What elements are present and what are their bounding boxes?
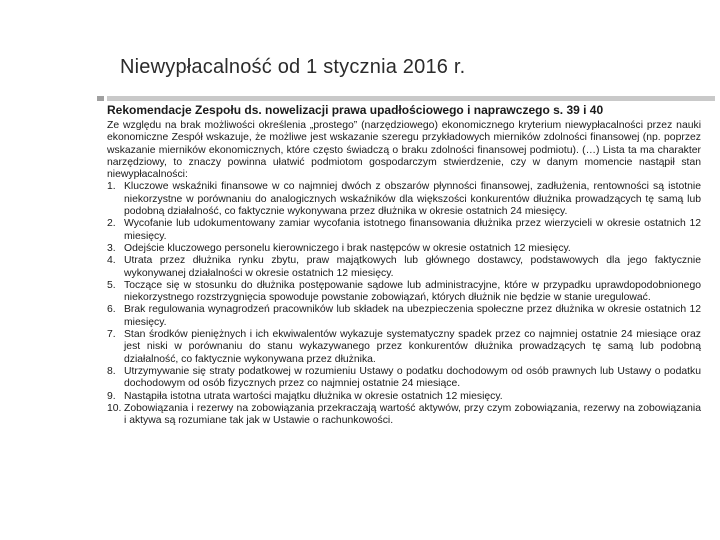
item-text: Stan środków pieniężnych i ich ekwiwalentów wykazuje systematyczny spadek przez co najmniej ostatnie 24 miesiące oraz jest niski w porównaniu do stanu wykazywanego przez konkurentów dłużnika prowadzących tę samą lub podobną działalność, co faktycznie wykonywana przez dłużnika.: [124, 329, 701, 365]
item-number: 1.: [107, 181, 116, 193]
list-item: [107, 366, 701, 391]
item-number: 7.: [107, 329, 116, 341]
item-number: 5.: [107, 279, 116, 291]
list-item: [107, 181, 701, 218]
item-text: Utrzymywanie się straty podatkowej w rozumieniu Ustawy o podatku dochodowym od osób prawnych lub Ustawy o podatku dochodowym od osób fizycznych przez co najmniej ostatnie 24 miesiące.: [124, 365, 701, 390]
list-item: [107, 329, 701, 366]
title-divider: [107, 96, 715, 101]
divider-accent: [97, 96, 104, 101]
item-number: 3.: [107, 242, 116, 254]
item-number: 4.: [107, 255, 116, 267]
list-item: [107, 218, 701, 243]
item-number: 6.: [107, 304, 116, 316]
item-number: 10.: [107, 402, 122, 414]
list-item: [107, 304, 701, 329]
criteria-list: [107, 181, 701, 427]
intro-paragraph: Ze względu na brak możliwości określenia „prostego” (narzędziowego) ekonomicznego kryterium niewypłacalności przez nauki ekonomiczne Zespół wskazuje, że możliwe jest wskazanie szeregu przykładowych mierników zdolności finansowej (np. poprzez wskazanie mierników ekonomicznych, które często świadczą o braku zdolności finansowej podmiotu). (…) Lista ta ma charakter narzędziowy, to znaczy powinna ułatwić podmiotom gospodarczym stwierdzenie, czy w danym momencie nastąpił stan niewypłacalności:: [107, 120, 701, 181]
list-item: [107, 403, 701, 428]
list-item: [107, 243, 701, 255]
item-text: Utrata przez dłużnika rynku zbytu, praw majątkowych lub głównego dostawcy, podstawowych dla jego faktycznie wykonywanej działalności w okresie ostatnich 12 miesięcy.: [124, 255, 701, 279]
content-body: [107, 103, 701, 427]
item-text: Brak regulowania wynagrodzeń pracowników lub składek na ubezpieczenia społeczne przez dłużnika w okresie ostatnich 12 miesięcy.: [124, 304, 701, 328]
item-text: Odejście kluczowego personelu kierowniczego i brak następców w okresie ostatnich 12 miesięcy.: [124, 242, 571, 254]
list-item: [107, 391, 701, 403]
item-text: Toczące się w stosunku do dłużnika postępowanie sądowe lub administracyjne, które w przypadku uprawdopodobnionego niekorzystnego rozstrzygnięcia spowoduje powstanie zobowiązań, których dłużnik nie będzie w stanie uregulować.: [124, 279, 701, 304]
list-item: [107, 280, 701, 305]
item-number: 2.: [107, 218, 116, 230]
item-text: Kluczowe wskaźniki finansowe w co najmniej dwóch z obszarów płynności finansowej, zadłużenia, rentowności są istotnie niekorzystne w porównaniu do analogicznych wskaźników dla większości konkurentów dłużnika prowadzących tę samą lub podobną działalność, co faktycznie wykonywana przez dłużnika w okresie ostatnich 24 miesięcy.: [124, 181, 701, 218]
item-text: Wycofanie lub udokumentowany zamiar wycofania istotnego finansowania dłużnika przez wierzycieli w okresie ostatnich 12 miesięcy.: [124, 218, 701, 242]
section-subtitle: Rekomendacje Zespołu ds. nowelizacji prawa upadłościowego i naprawczego s. 39 i 40: [107, 103, 604, 117]
item-number: 9.: [107, 390, 116, 402]
item-text: Nastąpiła istotna utrata wartości majątku dłużnika w okresie ostatnich 12 miesięcy.: [124, 390, 503, 402]
list-item: [107, 255, 701, 280]
slide-title: Niewypłacalność od 1 stycznia 2016 r.: [120, 56, 466, 78]
item-text: Zobowiązania i rezerwy na zobowiązania przekraczają wartość aktywów, przy czym zobowiązania, rezerwy na zobowiązania i aktywa są rozumiane tak jak w Ustawie o rachunkowości.: [124, 402, 701, 427]
item-number: 8.: [107, 365, 116, 377]
